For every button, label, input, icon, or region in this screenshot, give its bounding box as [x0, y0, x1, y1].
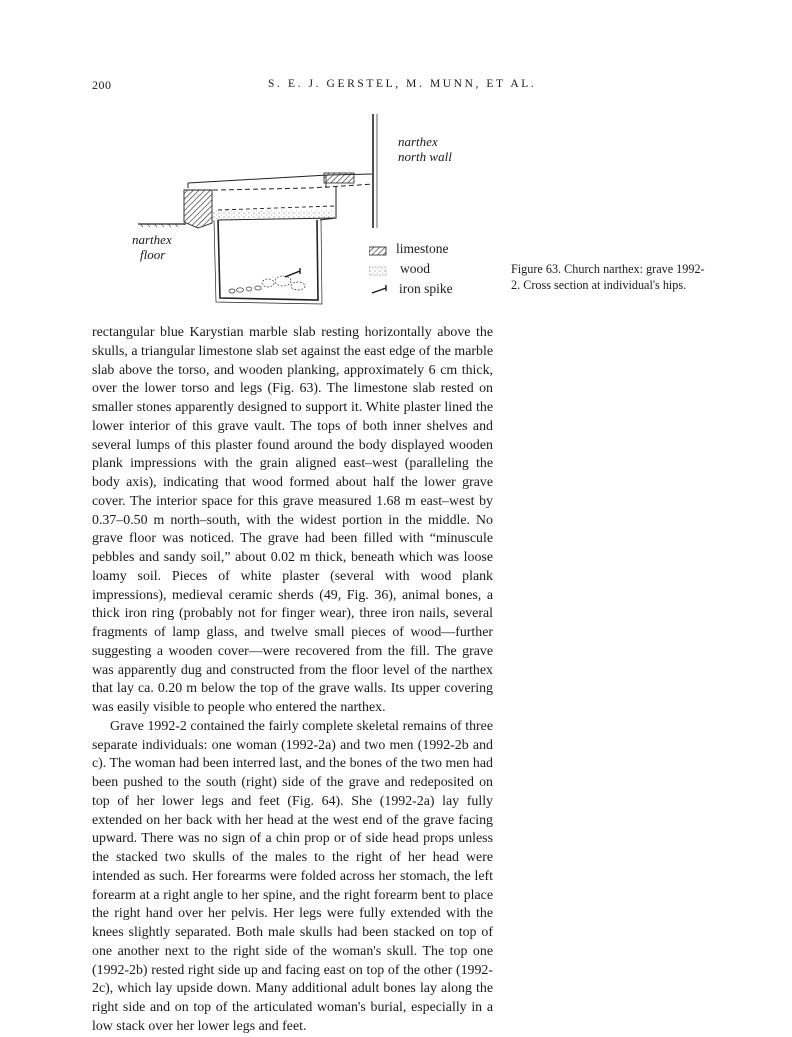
paragraph: Grave 1992-2 contained the fairly complete skeletal remains of three separate individuals: one woman (1992-2a) and two men (1992-2b and c). The woman had been interred last, and the bones of the two men had been pushed to the south (right) side of the grave and redeposited on top of her lower legs and feet (Fig. 64). She (1992-2a) lay fully extended on her back with her head at the west end of the grave facing upward. There was no sign of a chin prop or of side head props unless the stacked two skulls of the males to the right of her head were intended as such. Her forearms were folded across her stomach, the left forearm at a right angle to her spine, and the right forearm bent to place the right hand over her pelvis. Her legs were fully extended with the knees slightly separated. Both male skulls had been stacked on top of one another next to the right side of the woman's skull. The top one (1992-2b) rested right side up and facing east on top of the other (1992-2c), which lay upside down. Many additional adult bones lay along the right side and on top of the articulated woman's burial, especially in a low stack over her lower legs and feet.	[92, 718, 493, 1034]
legend-limestone-label: limestone	[396, 241, 449, 256]
iron-spike	[285, 268, 300, 277]
body-text	[92, 324, 493, 1037]
limestone-block-left	[184, 190, 212, 228]
pebbles-and-bones	[229, 276, 305, 293]
spike-icon	[371, 285, 389, 295]
north-wall	[373, 114, 377, 228]
label-narthex-north-wall	[398, 134, 452, 164]
hatch-swatch-icon	[369, 246, 387, 256]
limestone-slab-top	[324, 173, 354, 183]
label-north-wall-line1: narthex	[398, 134, 438, 149]
grave-pit	[214, 218, 336, 304]
figure-caption: Figure 63. Church narthex: grave 1992-2. Cross section at individual's hips.	[511, 262, 705, 292]
wooden-planking	[212, 210, 334, 220]
label-north-wall-line2: north wall	[398, 149, 452, 164]
label-narthex-floor	[132, 232, 172, 262]
legend-iron-spike-label: iron spike	[399, 281, 453, 296]
label-floor-line1: narthex	[132, 232, 172, 247]
narthex-floor	[138, 224, 186, 227]
label-floor-line2: floor	[140, 247, 166, 262]
running-head: S. E. J. GERSTEL, M. MUNN, ET AL.	[268, 78, 537, 90]
figure-63	[128, 108, 508, 313]
paragraph: rectangular blue Karystian marble slab resting horizontally above the skulls, a triangular limestone slab set against the east edge of the marble slab above the torso, and wooden planking, approximately 6 cm thick, over the lower torso and legs (Fig. 63). The limestone slab rested on smaller stones apparently designed to support it. White plaster lined the lower interior of this grave vault. The tops of both inner shelves and several lumps of this plaster found around the body displayed wooden plank impressions with the grain aligned east–west (paralleling the body axis), indicating that wood formed about half the lower grave cover. The interior space for this grave measured 1.68 m east–west by 0.37–0.50 m north–south, with the widest portion in the middle. No grave floor was noticed. The grave had been filled with “minuscule pebbles and sandy soil,” about 0.02 m thick, beneath which was loose loamy soil. Pieces of white plaster (several with wood plank impressions), medieval ceramic sherds (49, Fig. 36), animal bones, a thick iron ring (probably not for finger wear), three iron nails, several fragments of lamp glass, and twelve small pieces of wood—further suggesting a wooden cover—were recovered from the fill. The grave was apparently dug and constructed from the floor level of the narthex that lay ca. 0.20 m below the top of the grave walls. Its upper covering was easily visible to people who entered the narthex.	[92, 325, 493, 715]
legend-wood-label: wood	[400, 261, 430, 276]
stipple-swatch-icon	[369, 266, 387, 276]
page-number: 200	[92, 78, 112, 92]
